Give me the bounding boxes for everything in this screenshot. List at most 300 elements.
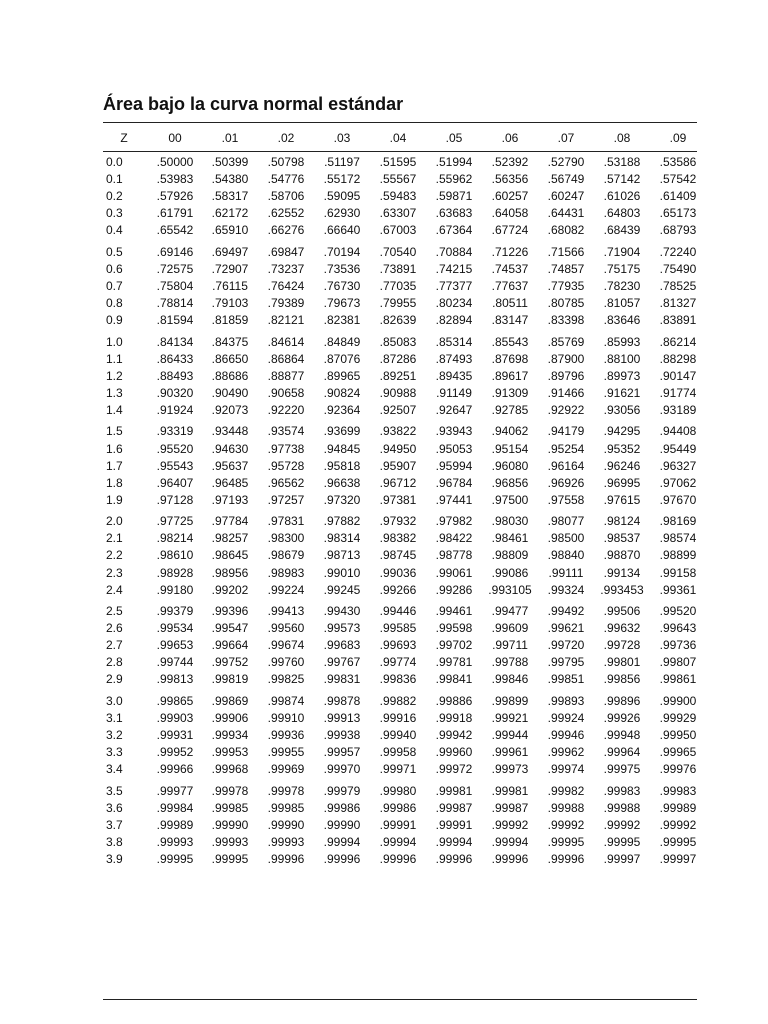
table-cell: .99942 — [435, 728, 473, 742]
table-cell: .99573 — [323, 621, 361, 635]
table-cell: .96712 — [379, 476, 417, 490]
table-cell: .60257 — [491, 189, 529, 203]
table-cell: .92647 — [435, 403, 473, 417]
row-z-value: 1.6 — [106, 442, 123, 456]
table-cell: .99111 — [548, 566, 584, 580]
table-cell: .99134 — [603, 566, 641, 580]
table-cell: .99950 — [659, 728, 697, 742]
table-cell: .82381 — [323, 313, 361, 327]
row-z-value: 3.2 — [106, 728, 123, 742]
table-cell: .99621 — [547, 621, 585, 635]
table-cell: .99916 — [379, 711, 417, 725]
table-cell: .68082 — [547, 223, 585, 237]
table-cell: .98382 — [379, 531, 417, 545]
table-cell: .72240 — [659, 245, 697, 259]
table-cell: .99903 — [156, 711, 194, 725]
row-z-value: 3.4 — [106, 762, 123, 776]
table-cell: .99972 — [435, 762, 473, 776]
table-cell: .93943 — [435, 424, 473, 438]
table-cell: .99010 — [323, 566, 361, 580]
column-header: .09 — [669, 131, 687, 145]
page-title: Área bajo la curva normal estándar — [103, 94, 404, 114]
table-cell: .99361 — [659, 583, 697, 597]
row-z-value: 2.6 — [106, 621, 123, 635]
table-cell: .99995 — [603, 835, 641, 849]
table-cell: .66276 — [267, 223, 305, 237]
table-cell: .51994 — [435, 155, 473, 169]
row-z-value: 3.3 — [106, 745, 123, 759]
table-cell: .97831 — [267, 514, 305, 528]
table-cell: .55567 — [379, 172, 417, 186]
row-z-value: 1.5 — [106, 424, 123, 438]
table-cell: .96562 — [267, 476, 305, 490]
table-cell: .98713 — [323, 548, 361, 562]
table-cell: .88493 — [156, 369, 194, 383]
table-cell: .93822 — [379, 424, 417, 438]
row-z-value: 3.1 — [106, 711, 123, 725]
table-cell: .97615 — [603, 493, 641, 507]
table-cell: .97441 — [435, 493, 473, 507]
table-cell: .55172 — [323, 172, 361, 186]
table-cell: .99874 — [267, 694, 305, 708]
row-z-value: 0.1 — [106, 172, 123, 186]
table-cell: .72907 — [211, 262, 249, 276]
table-cell: .99180 — [156, 583, 194, 597]
row-z-value: 3.9 — [106, 852, 123, 866]
table-cell: .93574 — [267, 424, 305, 438]
table-cell: .99986 — [323, 801, 361, 815]
table-cell: .86650 — [211, 352, 249, 366]
table-cell: .99973 — [491, 762, 529, 776]
table-cell: .88100 — [603, 352, 641, 366]
table-cell: .87900 — [547, 352, 585, 366]
table-cell: .78230 — [603, 279, 641, 293]
table-cell: .99946 — [547, 728, 585, 742]
table-cell: .71566 — [547, 245, 585, 259]
table-cell: .99995 — [211, 852, 249, 866]
row-z-value: 2.1 — [106, 531, 123, 545]
table-cell: .99396 — [211, 604, 249, 618]
table-cell: .98214 — [156, 531, 194, 545]
table-cell: .79673 — [323, 296, 361, 310]
table-cell: .96327 — [659, 459, 697, 473]
table-cell: .59483 — [379, 189, 417, 203]
table-cell: .99774 — [379, 655, 417, 669]
table-cell: .99981 — [435, 784, 473, 798]
table-cell: .99841 — [435, 672, 473, 686]
column-header: .06 — [501, 131, 519, 145]
table-cell: .99958 — [379, 745, 417, 759]
table-cell: .92220 — [267, 403, 305, 417]
table-cell: .94950 — [379, 442, 417, 456]
table-cell: .97784 — [211, 514, 249, 528]
table-cell: .99585 — [379, 621, 417, 635]
table-cell: .99643 — [659, 621, 697, 635]
table-cell: .99379 — [156, 604, 194, 618]
table-cell: .99893 — [547, 694, 585, 708]
table-cell: .84614 — [267, 335, 305, 349]
table-cell: .99997 — [603, 852, 641, 866]
table-cell: .96164 — [547, 459, 585, 473]
table-cell: .99921 — [491, 711, 529, 725]
table-cell: .85769 — [547, 335, 585, 349]
table-cell: .68439 — [603, 223, 641, 237]
table-cell: .99993 — [156, 835, 194, 849]
table-cell: .99996 — [435, 852, 473, 866]
table-cell: .90147 — [659, 369, 697, 383]
table-cell: .90988 — [379, 386, 417, 400]
table-cell: .99736 — [659, 638, 697, 652]
row-z-value: 2.3 — [106, 566, 123, 580]
table-cell: .97932 — [379, 514, 417, 528]
table-cell: .99929 — [659, 711, 697, 725]
table-cell: .99990 — [267, 818, 305, 832]
table-cell: .98610 — [156, 548, 194, 562]
table-cell: .75804 — [156, 279, 194, 293]
row-z-value: 3.7 — [106, 818, 123, 832]
table-cell: .66640 — [323, 223, 361, 237]
table-cell: .86433 — [156, 352, 194, 366]
table-cell: .61791 — [156, 206, 194, 220]
table-cell: .96407 — [156, 476, 194, 490]
table-cell: .99987 — [491, 801, 529, 815]
table-cell: .99728 — [603, 638, 641, 652]
table-cell: .99461 — [435, 604, 473, 618]
table-cell: .95520 — [156, 442, 194, 456]
table-cell: .99990 — [323, 818, 361, 832]
table-cell: .99781 — [435, 655, 473, 669]
table-cell: .61409 — [659, 189, 697, 203]
table-cell: .81594 — [156, 313, 194, 327]
table-cell: .93319 — [156, 424, 194, 438]
table-cell: .99918 — [435, 711, 473, 725]
column-header: .04 — [389, 131, 407, 145]
row-z-value: 0.0 — [106, 155, 123, 169]
table-cell: .99882 — [379, 694, 417, 708]
column-header-z: Z — [120, 131, 128, 145]
table-cell: .96784 — [435, 476, 473, 490]
table-cell: .99813 — [156, 672, 194, 686]
table-cell: .97500 — [491, 493, 529, 507]
table-cell: .99969 — [267, 762, 305, 776]
table-cell: .99807 — [659, 655, 697, 669]
table-cell: .89617 — [491, 369, 529, 383]
table-cell: .76730 — [323, 279, 361, 293]
table-cell: .84849 — [323, 335, 361, 349]
table-cell: .99878 — [323, 694, 361, 708]
table-cell: .80785 — [547, 296, 585, 310]
table-cell: .99994 — [491, 835, 529, 849]
table-cell: .98645 — [211, 548, 249, 562]
column-header: .08 — [613, 131, 631, 145]
table-cell: .99993 — [211, 835, 249, 849]
table-cell: .70194 — [323, 245, 361, 259]
table-cell: .95449 — [659, 442, 697, 456]
table-cell: .99978 — [211, 784, 249, 798]
table-cell: .99702 — [435, 638, 473, 652]
table-cell: .95907 — [379, 459, 417, 473]
table-cell: .83147 — [491, 313, 529, 327]
table-cell: .90490 — [211, 386, 249, 400]
row-z-value: 1.2 — [106, 369, 123, 383]
table-cell: .75490 — [659, 262, 697, 276]
table-cell: .52790 — [547, 155, 585, 169]
table-cell: .91774 — [659, 386, 697, 400]
table-cell: .99996 — [267, 852, 305, 866]
table-cell: .65910 — [211, 223, 249, 237]
table-bottom-rule — [103, 999, 697, 1000]
table-cell: .67724 — [491, 223, 529, 237]
table-cell: .97128 — [156, 493, 194, 507]
table-cell: .99997 — [659, 852, 697, 866]
table-cell: .99906 — [211, 711, 249, 725]
table-cell: .52392 — [491, 155, 529, 169]
table-cell: .97193 — [211, 493, 249, 507]
table-cell: .97381 — [379, 493, 417, 507]
row-z-value: 3.6 — [106, 801, 123, 815]
row-z-value: 0.3 — [106, 206, 123, 220]
table-cell: .99693 — [379, 638, 417, 652]
table-cell: .99996 — [379, 852, 417, 866]
table-cell: .99995 — [659, 835, 697, 849]
table-cell: .99988 — [603, 801, 641, 815]
row-z-value: 0.5 — [106, 245, 123, 259]
table-cell: .91149 — [436, 386, 472, 400]
table-cell: .94179 — [547, 424, 585, 438]
table-cell: .58706 — [267, 189, 305, 203]
table-cell: .99996 — [547, 852, 585, 866]
row-z-value: 2.9 — [106, 672, 123, 686]
table-cell: .99936 — [267, 728, 305, 742]
table-cell: .99940 — [379, 728, 417, 742]
table-cell: .97982 — [435, 514, 473, 528]
table-cell: .91621 — [603, 386, 641, 400]
table-cell: .97882 — [323, 514, 361, 528]
table-cell: .62930 — [323, 206, 361, 220]
table-cell: .91309 — [491, 386, 529, 400]
table-cell: .99856 — [603, 672, 641, 686]
table-cell: .54776 — [267, 172, 305, 186]
table-cell: .99966 — [156, 762, 194, 776]
table-cell: .99744 — [156, 655, 194, 669]
table-cell: .74215 — [435, 262, 473, 276]
row-z-value: 2.7 — [106, 638, 123, 652]
table-cell: .98679 — [267, 548, 305, 562]
row-z-value: 2.5 — [106, 604, 123, 618]
table-cell: .98778 — [435, 548, 473, 562]
table-cell: .99944 — [491, 728, 529, 742]
table-cell: .60247 — [547, 189, 585, 203]
table-cell: .93448 — [211, 424, 249, 438]
table-cell: .99978 — [267, 784, 305, 798]
table-cell: .99989 — [659, 801, 697, 815]
table-cell: .77935 — [547, 279, 585, 293]
table-cell: .99632 — [603, 621, 641, 635]
table-cell: .94295 — [603, 424, 641, 438]
column-header: .07 — [557, 131, 575, 145]
table-cell: .73891 — [379, 262, 417, 276]
table-cell: .99987 — [435, 801, 473, 815]
table-cell: .97725 — [156, 514, 194, 528]
table-cell: .99980 — [379, 784, 417, 798]
table-cell: .53983 — [156, 172, 194, 186]
table-cell: .80234 — [435, 296, 473, 310]
table-cell: .98928 — [156, 566, 194, 580]
table-cell: .99831 — [323, 672, 361, 686]
table-cell: .63307 — [379, 206, 417, 220]
row-z-value: 0.4 — [106, 223, 123, 237]
table-cell: .99767 — [323, 655, 361, 669]
table-cell: .98077 — [547, 514, 585, 528]
table-cell: .99653 — [156, 638, 194, 652]
table-cell: .99900 — [659, 694, 697, 708]
table-cell: .99961 — [491, 745, 529, 759]
table-cell: .53586 — [659, 155, 697, 169]
table-cell: .67364 — [435, 223, 473, 237]
table-cell: .92507 — [379, 403, 417, 417]
column-header: 00 — [168, 131, 182, 145]
table-cell: .98124 — [603, 514, 641, 528]
table-cell: .88298 — [659, 352, 697, 366]
table-cell: .59095 — [323, 189, 361, 203]
table-cell: .79955 — [379, 296, 417, 310]
row-z-value: 3.0 — [106, 694, 123, 708]
table-cell: .93699 — [323, 424, 361, 438]
table-cell: .99664 — [211, 638, 249, 652]
table-cell: .83891 — [659, 313, 697, 327]
table-cell: .95154 — [491, 442, 529, 456]
table-cell: .56356 — [491, 172, 529, 186]
table-cell: .99506 — [603, 604, 641, 618]
table-cell: .99795 — [547, 655, 585, 669]
table-cell: .96856 — [491, 476, 529, 490]
table-cell: .99986 — [379, 801, 417, 815]
row-z-value: 3.8 — [106, 835, 123, 849]
table-cell: .65542 — [156, 223, 194, 237]
table-cell: .99983 — [603, 784, 641, 798]
table-cell: .80511 — [492, 296, 528, 310]
table-cell: .77637 — [491, 279, 529, 293]
table-cell: .99960 — [435, 745, 473, 759]
table-cell: .99985 — [211, 801, 249, 815]
row-z-value: 2.4 — [106, 583, 123, 597]
table-cell: .95254 — [547, 442, 585, 456]
table-cell: .993105 — [488, 583, 532, 597]
table-cell: .97670 — [659, 493, 697, 507]
table-cell: .83646 — [603, 313, 641, 327]
table-cell: .91924 — [156, 403, 194, 417]
row-z-value: 3.5 — [106, 784, 123, 798]
table-cell: .98169 — [659, 514, 697, 528]
table-cell: .90824 — [323, 386, 361, 400]
table-cell: .96080 — [491, 459, 529, 473]
row-z-value: 0.2 — [106, 189, 123, 203]
table-cell: .99989 — [156, 818, 194, 832]
table-cell: .99938 — [323, 728, 361, 742]
table-cell: .89965 — [323, 369, 361, 383]
table-cell: .99926 — [603, 711, 641, 725]
table-cell: .99158 — [659, 566, 697, 580]
table-cell: .99948 — [603, 728, 641, 742]
table-cell: .76424 — [267, 279, 305, 293]
table-cell: .85314 — [435, 335, 473, 349]
table-cell: .99910 — [267, 711, 305, 725]
table-cell: .95352 — [603, 442, 641, 456]
table-cell: .98314 — [323, 531, 361, 545]
table-cell: .99886 — [435, 694, 473, 708]
table-cell: .99598 — [435, 621, 473, 635]
table-cell: .81327 — [659, 296, 697, 310]
table-cell: .71904 — [603, 245, 641, 259]
row-z-value: 1.9 — [106, 493, 123, 507]
table-cell: .99711 — [492, 638, 528, 652]
table-cell: .993453 — [600, 583, 644, 597]
table-cell: .87698 — [491, 352, 529, 366]
table-cell: .99413 — [267, 604, 305, 618]
table-cell: .50399 — [211, 155, 249, 169]
table-cell: .98461 — [491, 531, 529, 545]
table-cell: .99896 — [603, 694, 641, 708]
table-cell: .99988 — [547, 801, 585, 815]
table-cell: .94408 — [659, 424, 697, 438]
table-cell: .99994 — [323, 835, 361, 849]
table-cell: .99202 — [211, 583, 249, 597]
row-z-value: 0.6 — [106, 262, 123, 276]
column-header: .01 — [221, 131, 239, 145]
table-cell: .72575 — [156, 262, 194, 276]
table-cell: .63683 — [435, 206, 473, 220]
table-cell: .88877 — [267, 369, 305, 383]
table-cell: .51197 — [324, 155, 360, 169]
table-cell: .99609 — [491, 621, 529, 635]
column-header: .03 — [333, 131, 351, 145]
table-cell: .64803 — [603, 206, 641, 220]
table-cell: .95637 — [211, 459, 249, 473]
row-z-value: 2.8 — [106, 655, 123, 669]
table-cell: .98300 — [267, 531, 305, 545]
table-cell: .99990 — [211, 818, 249, 832]
table-cell: .65173 — [659, 206, 697, 220]
table-cell: .99996 — [323, 852, 361, 866]
table-cell: .90658 — [267, 386, 305, 400]
table-cell: .99934 — [211, 728, 249, 742]
table-cell: .87286 — [379, 352, 417, 366]
table-cell: .70540 — [379, 245, 417, 259]
table-cell: .68793 — [659, 223, 697, 237]
table-cell: .73237 — [267, 262, 305, 276]
table-cell: .79389 — [267, 296, 305, 310]
table-cell: .99974 — [547, 762, 585, 776]
table-cell: .99266 — [379, 583, 417, 597]
table-cell: .77035 — [379, 279, 417, 293]
table-cell: .79103 — [211, 296, 249, 310]
table-cell: .85083 — [379, 335, 417, 349]
table-cell: .99899 — [491, 694, 529, 708]
table-cell: .81057 — [603, 296, 641, 310]
table-cell: .50798 — [267, 155, 305, 169]
table-cell: .99979 — [323, 784, 361, 798]
table-cell: .59871 — [435, 189, 473, 203]
table-cell: .95818 — [323, 459, 361, 473]
table-cell: .98500 — [547, 531, 585, 545]
table-cell: .99324 — [547, 583, 585, 597]
table-cell: .50000 — [156, 155, 194, 169]
table-cell: .99245 — [323, 583, 361, 597]
table-cell: .99962 — [547, 745, 585, 759]
table-cell: .74857 — [547, 262, 585, 276]
table-cell: .57142 — [603, 172, 641, 186]
row-z-value: 2.0 — [106, 514, 123, 528]
